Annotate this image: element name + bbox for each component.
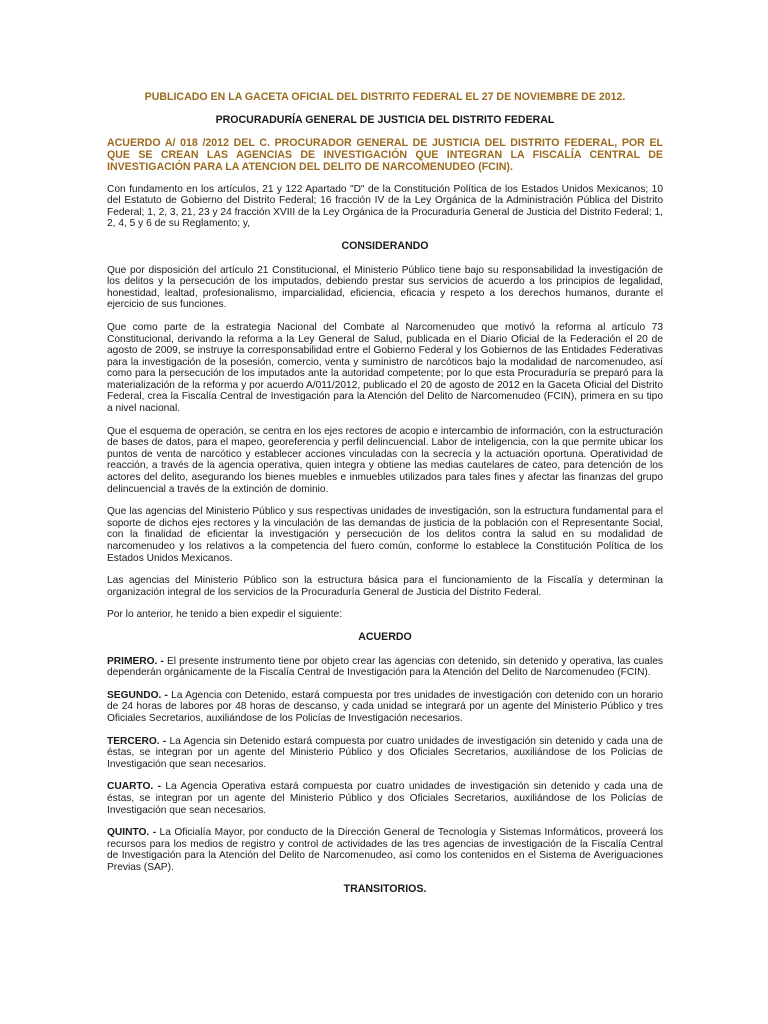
article-lead: PRIMERO. - <box>107 655 164 667</box>
article-lead: CUARTO. - <box>107 781 161 793</box>
considerando-paragraph: Que el esquema de operación, se centra en los ejes rectores de acopio e intercambio de información, con la estructuración de bases de datos, para el mapeo, georeferencia y perfil delincuencial. Labor de inteligencia, con la que permite ubicar los puntos de venta de narcótico y establecer acciones vinculadas con la secrecía y la actuación oportuna. Operatividad de reacción, a través de la agencia operativa, quien integra y obtiene las medias cautelares de cateo, para detención de los actores del delito, asegurando los bienes muebles e inmuebles utilizados para tales fines y afectar las finanzas del grupo delincuencial a través de la extinción de dominio. <box>107 425 663 495</box>
article-lead: SEGUNDO. - <box>107 689 168 701</box>
article-lead: TERCERO. - <box>107 735 167 747</box>
considerando-paragraph: Que por disposición del artículo 21 Constitucional, el Ministerio Público tiene bajo su responsabilidad la investigación de los delitos y la persecución de los imputados, debiendo prestar sus servicios de acuerdo a los principios de legalidad, honestidad, lealtad, profesionalismo, imparcialidad, eficiencia, eficacia y respeto a los derechos humanos, durante el ejercicio de sus funciones. <box>107 264 663 311</box>
acuerdo-heading: ACUERDO <box>358 630 412 643</box>
considerando-paragraph: Por lo anterior, he tenido a bien expedir el siguiente: <box>107 609 343 621</box>
article-tercero <box>107 736 663 771</box>
article-segundo <box>107 690 663 725</box>
acuerdo-title: ACUERDO A/ 018 /2012 DEL C. PROCURADOR GENERAL DE JUSTICIA DEL DISTRITO FEDERAL, POR EL QUE SE CREAN LAS AGENCIAS DE INVESTIGACIÓN QUE INTEGRAN LA FISCALÍA CENTRAL DE INVESTIGACIÓN PARA LA ATENCION DEL DELITO DE NARCOMENUDEO (FCIN). <box>107 137 663 173</box>
article-text: La Agencia sin Detenido estará compuesta por cuatro unidades de investigación sin detenido y cada una de éstas, se integran por un agente del Ministerio Público y dos Oficiales Secretarios, auxiliándose de los Policías de Investigación que sean necesarios. <box>107 735 663 770</box>
article-text: La Agencia Operativa estará compuesta por cuatro unidades de investigación sin detenido y cada una de éstas, se integran por un agente del Ministerio Público y dos Oficiales Secretarios, auxiliándose de los Policías de Investigación que sean necesarios. <box>107 781 663 816</box>
article-primero <box>107 656 663 679</box>
article-cuarto <box>107 781 663 816</box>
considerando-paragraph: Que como parte de la estrategia Nacional del Combate al Narcomenudeo que motivó la reforma al artículo 73 Constitucional, derivando la reforma a la Ley General de Salud, publicada en el Diario Oficial de la Federación el 20 de agosto de 2009, se instruye la corresponsabilidad entre el Gobierno Federal y los Gobiernos de las Entidades Federativas para la investigación de la posesión, comercio, venta y suministro de narcóticos bajo la modalidad de narcomenudeo, así como para la persecución de los imputados ante la autoridad competente; por lo que esta Procuraduría se preparó para la materialización de la reforma y por acuerdo A/011/2012, publicado el 20 de agosto de 2012 en la Gaceta Oficial del Distrito Federal, crea la Fiscalía Central de Investigación para la Atención del Delito de Narcomenudeo (FCIN), primera en su tipo a nivel nacional. <box>107 321 663 415</box>
article-text: El presente instrumento tiene por objeto crear las agencias con detenido, sin detenido y operativa, las cuales dependerán orgánicamente de la Fiscalía Central de Investigación para la Atención del Delito de Narcomenudeo (FCIN). <box>107 655 663 679</box>
considerando-paragraph: Que las agencias del Ministerio Público y sus respectivas unidades de investigación, son la estructura fundamental para el soporte de dichos ejes rectores y la vinculación de las demandas de justicia de la población con el Representante Social, con la finalidad de eficientar la investigación y persecución de los delitos contra la salud en su modalidad de narcomenudeo y los relativos a la competencia del fuero común, conforme lo establece la Constitución Política de los Estados Unidos Mexicanos. <box>107 506 663 564</box>
procuraduria-heading: PROCURADURÍA GENERAL DE JUSTICIA DEL DISTRITO FEDERAL <box>215 113 555 126</box>
article-quinto <box>107 827 663 873</box>
transitorios-heading: TRANSITORIOS. <box>343 883 427 896</box>
considerando-paragraph: Las agencias del Ministerio Público son la estructura básica para el funcionamiento de la Fiscalía y determinan la organización integral de los servicios de la Procuraduría General de Justicia del Distrito Federal. <box>107 575 663 598</box>
article-text: La Oficialía Mayor, por conducto de la Dirección General de Tecnología y Sistemas Informáticos, proveerá los recursos para los medios de registro y control de actividades de las tres agencias de investigación de la Fiscalía Central de Investigación para la Atención del Delito de Narcomenudeo, así como los contenidos en el Sistema de Averiguaciones Previas (SAP). <box>107 827 663 873</box>
article-text: La Agencia con Detenido, estará compuesta por tres unidades de investigación con detenido con un horario de 24 horas de labores por 48 horas de descanso, y cada unidad se integrará por un agente del Ministerio Público y tres Oficiales Secretarios, auxiliándose de los Policías de Investigación necesarios. <box>107 689 663 724</box>
gaceta-publication-line: PUBLICADO EN LA GACETA OFICIAL DEL DISTRITO FEDERAL EL 27 DE NOVIEMBRE DE 2012. <box>144 91 626 103</box>
fundamento-paragraph: Con fundamento en los artículos, 21 y 122 Apartado "D" de la Constitución Política de los Estados Unidos Mexicanos; 10 del Estatuto de Gobierno del Distrito Federal; 16 fracción IV de la Ley Orgánica de la Administración Pública del Distrito Federal; 1, 2, 3, 21, 23 y 24 fracción XVIII de la Ley Orgánica de la Procuraduría General de Justicia del Distrito Federal; 1, 2, 4, 5 y 6 de su Reglamento; y, <box>107 183 663 230</box>
considerando-heading: CONSIDERANDO <box>341 239 429 252</box>
article-lead: QUINTO. - <box>107 827 157 839</box>
